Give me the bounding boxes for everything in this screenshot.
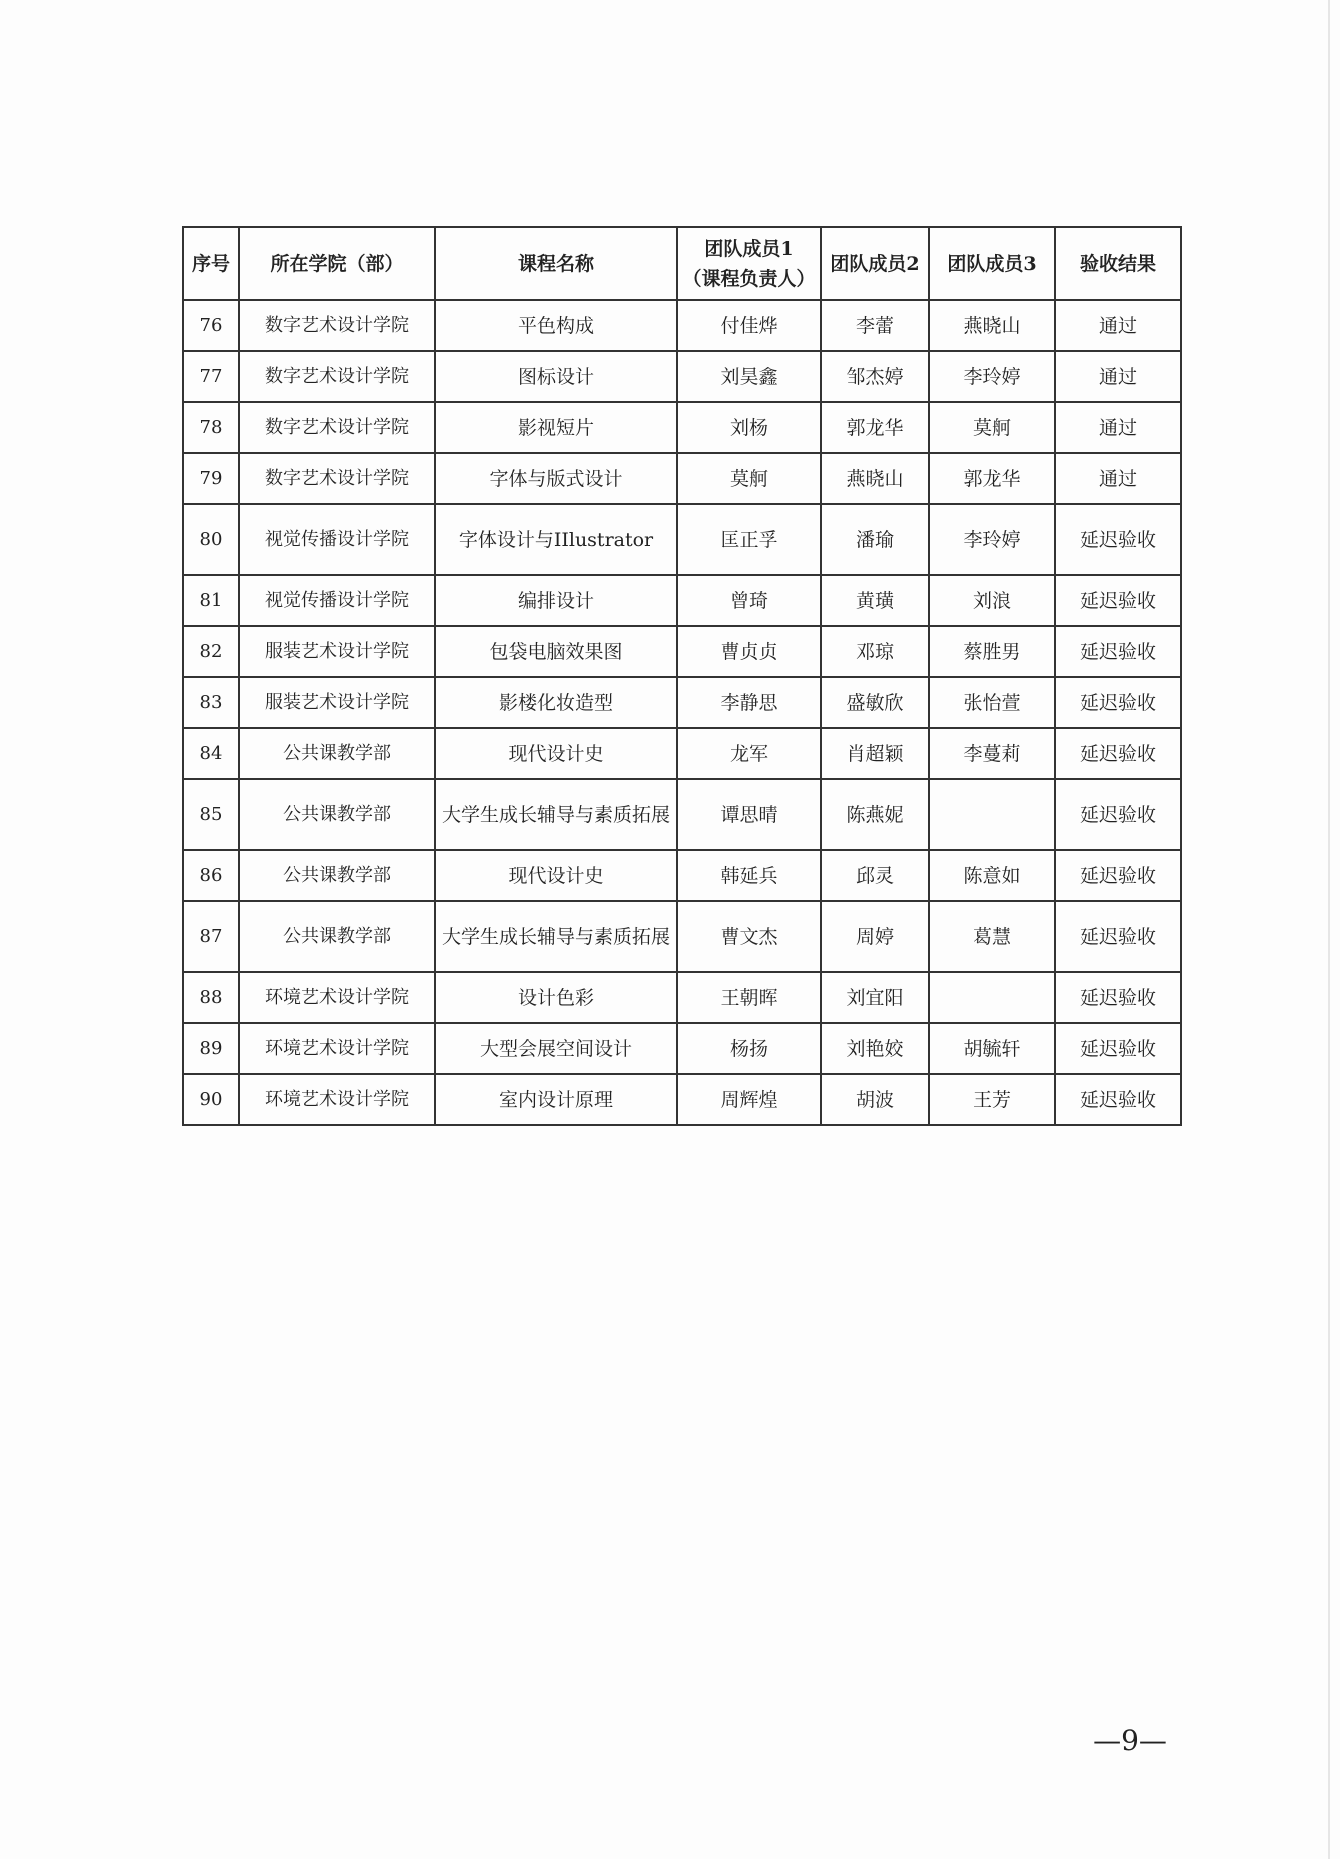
cell-course: 室内设计原理 xyxy=(435,1074,677,1125)
cell-no: 89 xyxy=(183,1023,239,1074)
cell-course: 图标设计 xyxy=(435,351,677,402)
table-row xyxy=(183,728,1181,779)
cell-dept: 服装艺术设计学院 xyxy=(239,677,435,728)
cell-member2: 刘艳姣 xyxy=(821,1023,929,1074)
cell-member3: 张怡萱 xyxy=(929,677,1055,728)
cell-result: 延迟验收 xyxy=(1055,779,1181,850)
cell-course: 字体与版式设计 xyxy=(435,453,677,504)
cell-member1: 李静思 xyxy=(677,677,821,728)
cell-member3: 燕晓山 xyxy=(929,300,1055,351)
cell-member2: 燕晓山 xyxy=(821,453,929,504)
cell-member1: 曾琦 xyxy=(677,575,821,626)
cell-member1: 谭思晴 xyxy=(677,779,821,850)
cell-member2: 邓琼 xyxy=(821,626,929,677)
cell-no: 90 xyxy=(183,1074,239,1125)
cell-member3: 李蔓莉 xyxy=(929,728,1055,779)
cell-course: 大学生成长辅导与素质拓展 xyxy=(435,901,677,972)
table-row xyxy=(183,1074,1181,1125)
cell-member3 xyxy=(929,779,1055,850)
table-row xyxy=(183,677,1181,728)
cell-member3: 李玲婷 xyxy=(929,351,1055,402)
table-row xyxy=(183,575,1181,626)
cell-course: 影视短片 xyxy=(435,402,677,453)
cell-result: 延迟验收 xyxy=(1055,1023,1181,1074)
cell-member1: 周辉煌 xyxy=(677,1074,821,1125)
table-row xyxy=(183,626,1181,677)
cell-course: 编排设计 xyxy=(435,575,677,626)
cell-member1: 匡正孚 xyxy=(677,504,821,575)
page-number: —9— xyxy=(1093,1724,1167,1757)
course-acceptance-table xyxy=(182,226,1182,1126)
cell-dept: 公共课教学部 xyxy=(239,850,435,901)
page-edge xyxy=(1328,0,1330,1859)
cell-result: 通过 xyxy=(1055,351,1181,402)
cell-result: 延迟验收 xyxy=(1055,728,1181,779)
cell-member2: 肖超颖 xyxy=(821,728,929,779)
cell-member3: 葛慧 xyxy=(929,901,1055,972)
cell-dept: 环境艺术设计学院 xyxy=(239,1023,435,1074)
cell-no: 84 xyxy=(183,728,239,779)
header-no: 序号 xyxy=(183,227,239,300)
cell-dept: 公共课教学部 xyxy=(239,779,435,850)
cell-no: 81 xyxy=(183,575,239,626)
cell-member1: 韩延兵 xyxy=(677,850,821,901)
cell-member3: 莫舸 xyxy=(929,402,1055,453)
cell-member1: 曹贞贞 xyxy=(677,626,821,677)
cell-dept: 视觉传播设计学院 xyxy=(239,504,435,575)
cell-member1: 杨扬 xyxy=(677,1023,821,1074)
cell-dept: 环境艺术设计学院 xyxy=(239,1074,435,1125)
cell-member1: 王朝晖 xyxy=(677,972,821,1023)
cell-member2: 刘宜阳 xyxy=(821,972,929,1023)
cell-no: 76 xyxy=(183,300,239,351)
cell-member3 xyxy=(929,972,1055,1023)
header-member2: 团队成员2 xyxy=(821,227,929,300)
table-header-row xyxy=(183,227,1181,300)
header-member1-line2: （课程负责人） xyxy=(682,267,816,290)
cell-result: 延迟验收 xyxy=(1055,626,1181,677)
cell-dept: 公共课教学部 xyxy=(239,728,435,779)
cell-member2: 潘瑜 xyxy=(821,504,929,575)
cell-member2: 周婷 xyxy=(821,901,929,972)
cell-course: 平色构成 xyxy=(435,300,677,351)
cell-member3: 陈意如 xyxy=(929,850,1055,901)
table-row xyxy=(183,453,1181,504)
cell-course: 大型会展空间设计 xyxy=(435,1023,677,1074)
cell-result: 延迟验收 xyxy=(1055,850,1181,901)
cell-dept: 数字艺术设计学院 xyxy=(239,402,435,453)
table-row xyxy=(183,300,1181,351)
cell-no: 77 xyxy=(183,351,239,402)
cell-result: 延迟验收 xyxy=(1055,901,1181,972)
cell-member2: 李蕾 xyxy=(821,300,929,351)
cell-member1: 莫舸 xyxy=(677,453,821,504)
cell-dept: 数字艺术设计学院 xyxy=(239,453,435,504)
cell-dept: 服装艺术设计学院 xyxy=(239,626,435,677)
table-row xyxy=(183,351,1181,402)
cell-result: 延迟验收 xyxy=(1055,575,1181,626)
cell-dept: 数字艺术设计学院 xyxy=(239,351,435,402)
cell-member2: 盛敏欣 xyxy=(821,677,929,728)
cell-result: 延迟验收 xyxy=(1055,1074,1181,1125)
cell-no: 83 xyxy=(183,677,239,728)
cell-member3: 胡毓轩 xyxy=(929,1023,1055,1074)
cell-course: 现代设计史 xyxy=(435,850,677,901)
cell-member1: 付佳烨 xyxy=(677,300,821,351)
cell-member1: 刘昊鑫 xyxy=(677,351,821,402)
cell-course: 设计色彩 xyxy=(435,972,677,1023)
cell-member1: 龙军 xyxy=(677,728,821,779)
cell-no: 88 xyxy=(183,972,239,1023)
cell-no: 82 xyxy=(183,626,239,677)
header-member1-line1: 团队成员1 xyxy=(704,237,794,260)
header-dept: 所在学院（部） xyxy=(239,227,435,300)
cell-course: 字体设计与IIlustrator xyxy=(435,504,677,575)
cell-dept: 公共课教学部 xyxy=(239,901,435,972)
cell-member3: 郭龙华 xyxy=(929,453,1055,504)
cell-member3: 刘浪 xyxy=(929,575,1055,626)
header-member1 xyxy=(677,227,821,300)
table-row xyxy=(183,779,1181,850)
cell-dept: 数字艺术设计学院 xyxy=(239,300,435,351)
cell-no: 79 xyxy=(183,453,239,504)
cell-result: 通过 xyxy=(1055,402,1181,453)
cell-member1: 刘杨 xyxy=(677,402,821,453)
cell-member3: 王芳 xyxy=(929,1074,1055,1125)
cell-no: 78 xyxy=(183,402,239,453)
cell-member3: 李玲婷 xyxy=(929,504,1055,575)
cell-no: 85 xyxy=(183,779,239,850)
cell-result: 延迟验收 xyxy=(1055,504,1181,575)
cell-course: 大学生成长辅导与素质拓展 xyxy=(435,779,677,850)
cell-dept: 视觉传播设计学院 xyxy=(239,575,435,626)
cell-member3: 蔡胜男 xyxy=(929,626,1055,677)
cell-course: 包袋电脑效果图 xyxy=(435,626,677,677)
cell-member2: 胡波 xyxy=(821,1074,929,1125)
cell-no: 80 xyxy=(183,504,239,575)
table-row xyxy=(183,1023,1181,1074)
cell-course: 影楼化妆造型 xyxy=(435,677,677,728)
cell-dept: 环境艺术设计学院 xyxy=(239,972,435,1023)
cell-result: 延迟验收 xyxy=(1055,677,1181,728)
cell-course: 现代设计史 xyxy=(435,728,677,779)
header-result: 验收结果 xyxy=(1055,227,1181,300)
cell-member2: 黄璜 xyxy=(821,575,929,626)
table-row xyxy=(183,901,1181,972)
cell-member2: 邱灵 xyxy=(821,850,929,901)
cell-no: 86 xyxy=(183,850,239,901)
cell-result: 延迟验收 xyxy=(1055,972,1181,1023)
cell-result: 通过 xyxy=(1055,453,1181,504)
header-course: 课程名称 xyxy=(435,227,677,300)
table-row xyxy=(183,850,1181,901)
cell-member2: 邹杰婷 xyxy=(821,351,929,402)
cell-member2: 陈燕妮 xyxy=(821,779,929,850)
header-member3: 团队成员3 xyxy=(929,227,1055,300)
table-row xyxy=(183,402,1181,453)
table-row xyxy=(183,972,1181,1023)
table-row xyxy=(183,504,1181,575)
cell-no: 87 xyxy=(183,901,239,972)
cell-result: 通过 xyxy=(1055,300,1181,351)
cell-member1: 曹文杰 xyxy=(677,901,821,972)
cell-member2: 郭龙华 xyxy=(821,402,929,453)
